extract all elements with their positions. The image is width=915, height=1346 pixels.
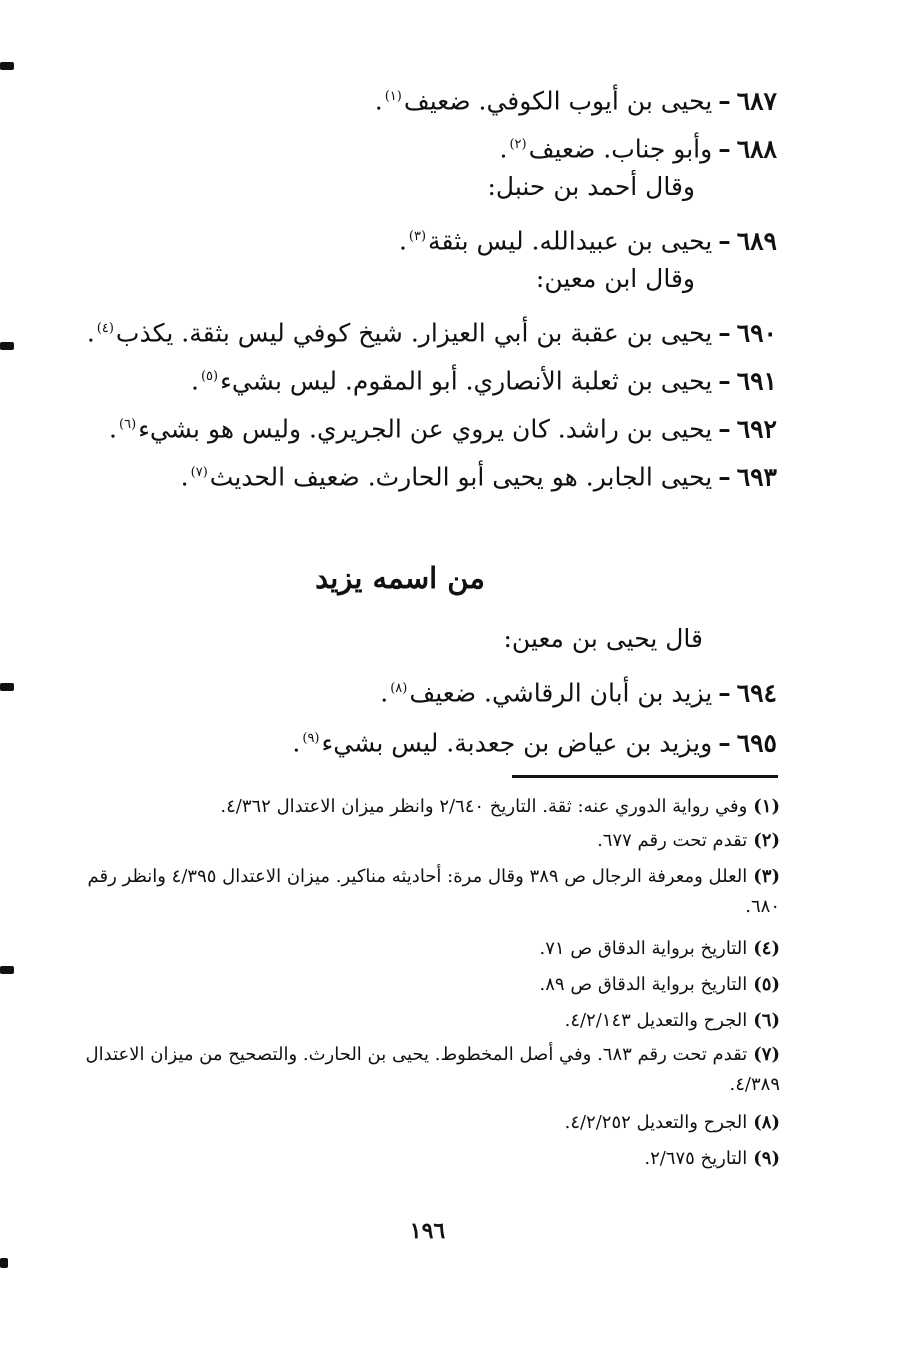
entry-number: ٦٩٢ — [736, 414, 777, 444]
entry-text: يزيد بن أبان الرقاشي. ضعيف — [409, 678, 713, 708]
entry-text: يحيى بن أيوب الكوفي. ضعيف — [403, 86, 713, 116]
entry-693: ٦٩٣–يحيى الجابر. هو يحيى أبو الحارث. ضعيف الحديث$^{(٧)}$. — [180, 462, 777, 492]
entry-number: ٦٩١ — [736, 366, 777, 396]
entry-text: وأبو جناب. ضعيف — [528, 134, 713, 164]
footnote-divider — [512, 775, 778, 778]
footnote-6: (٦)الجرح والتعديل ٤/٢/١٤٣. — [564, 1010, 780, 1031]
footnote-3: (٣)العلل ومعرفة الرجال ص ٣٨٩ وقال مرة: أحاديثه مناكير. ميزان الاعتدال ٤/٣٩٥ وانظر رقم ٦٨٠. — [87, 866, 780, 917]
entry-number: ٦٩٤ — [736, 678, 777, 708]
entry-text: يحيى بن ثعلبة الأنصاري. أبو المقوم. ليس بشيء — [220, 366, 713, 396]
entry-text: يحيى بن راشد. كان يروي عن الجريري. وليس هو بشيء — [138, 414, 713, 444]
scan-edge-mark — [0, 683, 14, 691]
footnote-8: (٨)الجرح والتعديل ٤/٢/٢٥٢. — [564, 1112, 780, 1133]
entry-number: ٦٨٧ — [736, 86, 777, 116]
entry-number: ٦٨٨ — [736, 134, 777, 164]
footnote-ref: (٣) — [408, 229, 427, 244]
entry-691: ٦٩١–يحيى بن ثعلبة الأنصاري. أبو المقوم. ليس بشيء$^{(٥)}$. — [191, 366, 777, 396]
footnote-5: (٥)التاريخ برواية الدقاق ص ٨٩. — [539, 974, 780, 995]
footnote-1: (١)وفي رواية الدوري عنه: ثقة. التاريخ ٢/٦٤٠ وانظر ميزان الاعتدال ٤/٣٦٢. — [220, 796, 780, 817]
footnote-ref: (١) — [384, 89, 402, 104]
scan-edge-mark — [0, 966, 14, 974]
entry-687: ٦٨٧–يحيى بن أيوب الكوفي. ضعيف$^{(١)}$. — [374, 86, 777, 116]
entry-695: ٦٩٥–ويزيد بن عياض بن جعدبة. ليس بشيء$^{(٩)}$. — [292, 728, 777, 758]
footnote-ref: (٢) — [509, 137, 527, 152]
footnote-2: (٢)تقدم تحت رقم ٦٧٧. — [597, 830, 780, 851]
footnote-ref: (٨) — [390, 681, 408, 696]
scan-edge-mark — [0, 342, 14, 350]
attribution-line: قال يحيى بن معين: — [503, 624, 703, 653]
footnote-4: (٤)التاريخ برواية الدقاق ص ٧١. — [539, 938, 780, 959]
footnote-7: (٧)تقدم تحت رقم ٦٨٣. وفي أصل المخطوط. يحيى بن الحارث. والتصحيح من ميزان الاعتدال ٤/٣٨٩. — [85, 1044, 780, 1095]
footnote-ref: (٩) — [302, 731, 320, 746]
entry-690: ٦٩٠–يحيى بن عقبة بن أبي العيزار. شيخ كوفي ليس بثقة. يكذب$^{(٤)}$. — [86, 318, 777, 348]
entry-688: ٦٨٨–وأبو جناب. ضعيف$^{(٢)}$. — [499, 134, 777, 164]
section-heading: من اسمه يزيد — [315, 561, 485, 595]
entry-number: ٦٩٥ — [736, 728, 777, 758]
scan-edge-mark — [0, 62, 14, 70]
page-number: ١٩٦ — [409, 1218, 446, 1244]
scan-edge-mark — [0, 1258, 8, 1268]
entry-689: ٦٨٩–يحيى بن عبيدالله. ليس بثقة$^{(٣)}$. — [398, 226, 777, 256]
footnote-ref: (٥) — [200, 369, 219, 384]
footnote-ref: (٦) — [119, 417, 137, 432]
entry-number: ٦٩٠ — [736, 318, 777, 348]
attribution-line: وقال أحمد بن حنبل: — [487, 172, 695, 201]
footnote-ref: (٤) — [96, 321, 114, 336]
footnote-9: (٩)التاريخ ٢/٦٧٥. — [644, 1148, 780, 1169]
entry-number: ٦٩٣ — [736, 462, 777, 492]
entry-text: يحيى بن عقبة بن أبي العيزار. شيخ كوفي ليس بثقة. يكذب — [115, 318, 713, 348]
entry-text: يحيى الجابر. هو يحيى أبو الحارث. ضعيف الحديث — [209, 462, 713, 492]
entry-text: يحيى بن عبيدالله. ليس بثقة — [428, 226, 713, 256]
footnote-ref: (٧) — [190, 465, 208, 480]
entry-text: ويزيد بن عياض بن جعدبة. ليس بشيء — [321, 728, 713, 758]
entry-692: ٦٩٢–يحيى بن راشد. كان يروي عن الجريري. وليس هو بشيء$^{(٦)}$. — [109, 414, 777, 444]
attribution-line: وقال ابن معين: — [535, 264, 695, 293]
entry-number: ٦٨٩ — [736, 226, 777, 256]
entry-694: ٦٩٤–يزيد بن أبان الرقاشي. ضعيف$^{(٨)}$. — [380, 678, 777, 708]
